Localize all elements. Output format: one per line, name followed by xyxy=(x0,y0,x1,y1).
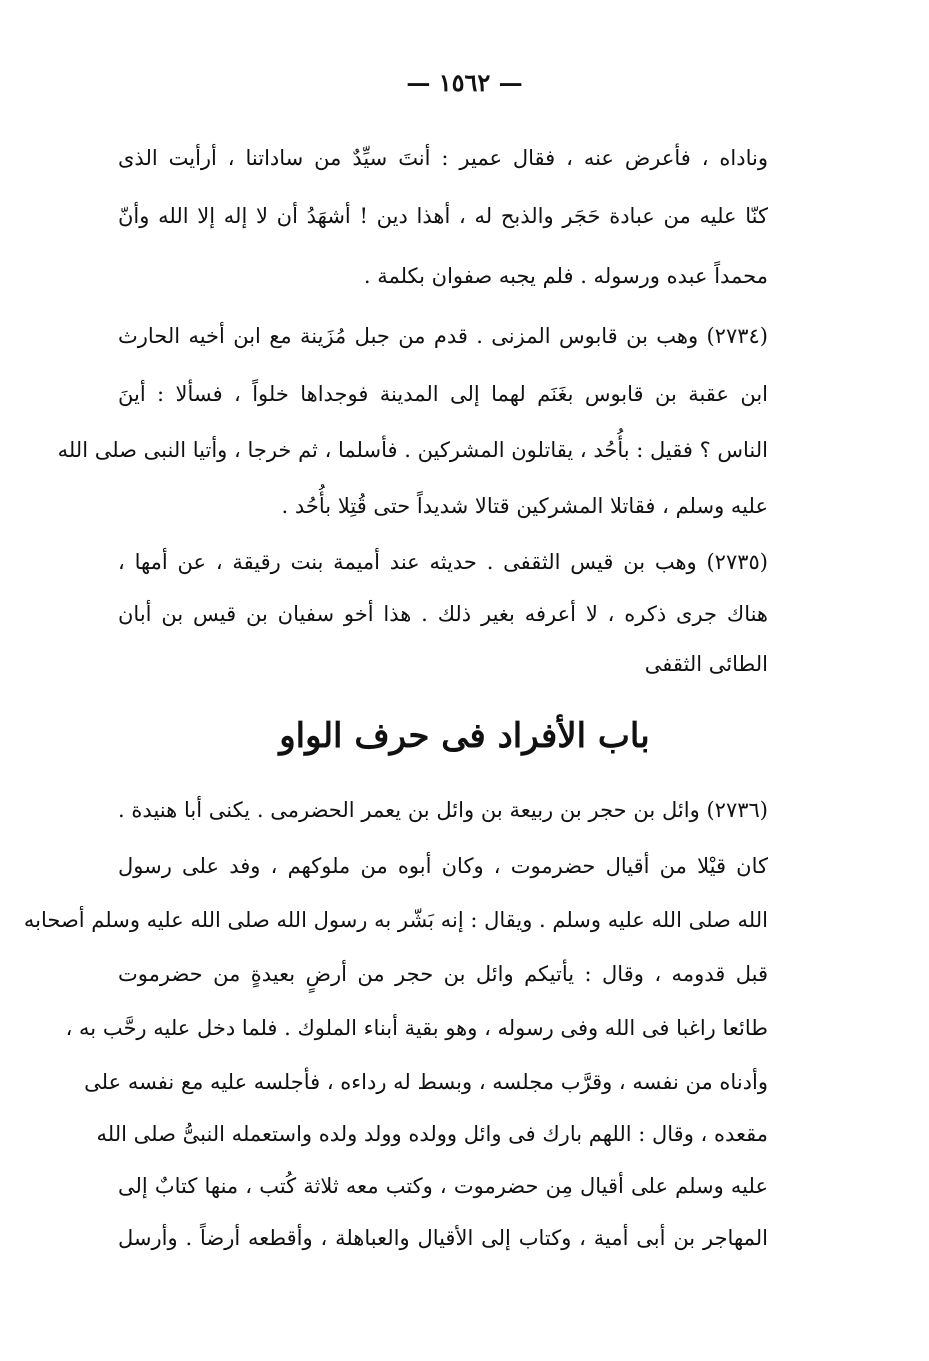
text-line: عليه وسلم على أقيال مِن حضرموت ، وكتب معه ثلاثة كُتب ، منها كتابٌ إلى xyxy=(118,1174,768,1198)
section-2-text xyxy=(23,790,768,1290)
text-line: المهاجر بن أبى أمية ، وكتاب إلى الأقيال والعباهلة ، وأقطعه أرضاً . وأرسل xyxy=(118,1226,768,1250)
section-heading: باب الأفراد فى حرف الواو xyxy=(279,716,650,756)
text-line: ابن عقبة بن قابوس بغَنَم لهما إلى المدينة فوجداها خلواً ، فسألا : أينَ xyxy=(118,382,768,406)
section-1-text xyxy=(57,138,768,678)
text-line: عليه وسلم ، فقاتلا المشركين قتالا شديداً حتى قُتِلا بأُحُد . xyxy=(281,494,768,518)
text-line: الطائى الثقفى xyxy=(644,652,768,676)
text-line: قبل قدومه ، وقال : يأتيكم وائل بن حجر من أرضٍ بعيدةٍ من حضرموت xyxy=(118,962,768,986)
text-line: طائعا راغبا فى الله وفى رسوله ، وهو بقية أبناء الملوك . فلما دخل عليه رحَّب به ، xyxy=(65,1016,768,1040)
text-line: وأدناه من نفسه ، وقرَّب مجلسه ، وبسط له رداءه ، فأجلسه عليه مع نفسه على xyxy=(84,1070,768,1094)
entry-2736-line: (٢٧٣٦) وائل بن حجر بن ربيعة بن وائل بن يعمر الحضرمى . يكنى أبا هنيدة . xyxy=(118,798,768,822)
text-line: الناس ؟ فقيل : بأُحُد ، يقاتلون المشركين . فأسلما ، ثم خرجا ، وأتيا النبى صلى الله xyxy=(57,438,768,462)
text-line: محمداً عبده ورسوله . فلم يجبه صفوان بكلمة . xyxy=(363,264,768,288)
text-line: كنّا عليه من عبادة حَجَر والذبح له ، أهذا دين ! أشهَدُ أن لا إله إلا الله وأنّ xyxy=(118,204,768,228)
page-number: — ١٥٦٢ — xyxy=(406,68,523,97)
text-line: الله صلى الله عليه وسلم . ويقال : إنه بَشّر به رسول الله صلى الله عليه وسلم أصحابه xyxy=(23,908,768,932)
text-line: مقعده ، وقال : اللهم بارك فى وائل وولده وولد ولده واستعمله النبىُّ صلى الله xyxy=(96,1122,768,1146)
text-line: كان قيْلا من أقيال حضرموت ، وكان أبوه من ملوكهم ، وفد على رسول xyxy=(118,854,768,878)
entry-2735-line: (٢٧٣٥) وهب بن قيس الثقفى . حديثه عند أميمة بنت رقيقة ، عن أمها ، xyxy=(118,550,768,574)
entry-2734-line: (٢٧٣٤) وهب بن قابوس المزنى . قدم من جبل مُزَينة مع ابن أخيه الحارث xyxy=(118,324,768,348)
text-line: هناك جرى ذكره ، لا أعرفه بغير ذلك . هذا أخو سفيان بن قيس بن أبان xyxy=(118,602,768,626)
text-line: وناداه ، فأعرض عنه ، فقال عمير : أنتَ سيِّدٌ من ساداتنا ، أرأيت الذى xyxy=(118,146,768,170)
